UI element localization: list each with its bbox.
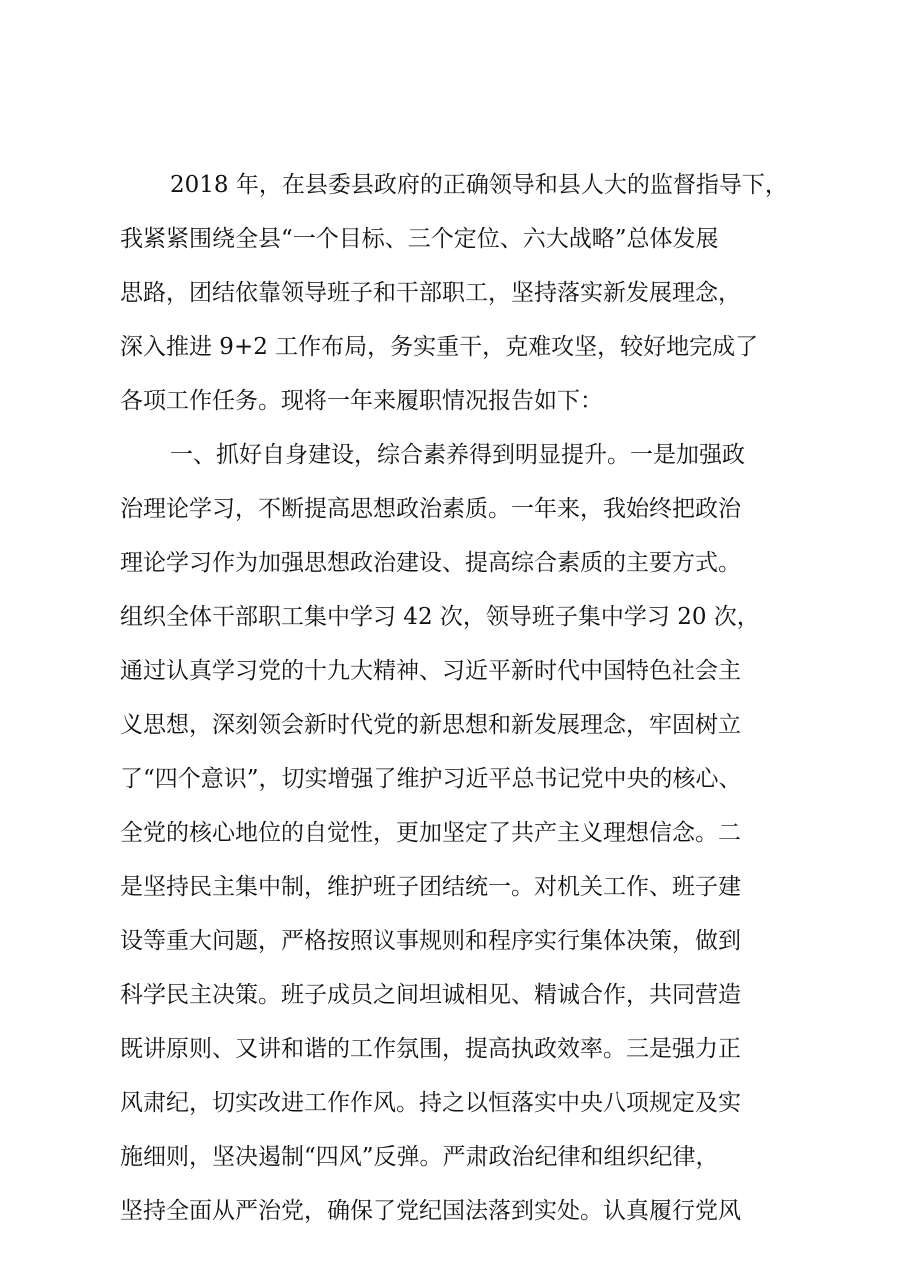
text-line-5: 各项工作任务。现将一年来履职情况报告如下： [120, 388, 603, 414]
text-line-11: 义思想，深刻领会新时代党的新思想和新发展理念，牢固树立 [120, 712, 741, 738]
text-line-8: 理论学习作为加强思想政治建设、提高综合素质的主要方式。 [120, 550, 741, 576]
text-line-14: 是坚持民主集中制，维护班子团结统一。对机关工作、班子建 [120, 874, 741, 900]
text-line-3: 思路，团结依靠领导班子和干部职工，坚持落实新发展理念， [120, 280, 741, 306]
text-line-1: 2018 年，在县委县政府的正确领导和县人大的监督指导下， [170, 172, 788, 198]
text-line-16: 科学民主决策。班子成员之间坦诚相见、精诚合作，共同营造 [120, 982, 741, 1008]
text-line-6: 一、抓好自身建设，综合素养得到明显提升。一是加强政 [170, 442, 745, 468]
text-line-13: 全党的核心地位的自觉性，更加坚定了共产主义理想信念。二 [120, 820, 741, 846]
text-line-20: 坚持全面从严治党，确保了党纪国法落到实处。认真履行党风 [120, 1198, 741, 1224]
text-line-15: 设等重大问题，严格按照议事规则和程序实行集体决策，做到 [120, 928, 741, 954]
text-line-10: 通过认真学习党的十九大精神、习近平新时代中国特色社会主 [120, 658, 741, 684]
text-line-18: 风肃纪，切实改进工作作风。持之以恒落实中央八项规定及实 [120, 1090, 741, 1116]
text-line-17: 既讲原则、又讲和谐的工作氛围，提高执政效率。三是强力正 [120, 1036, 741, 1062]
text-line-9: 组织全体干部职工集中学习 42 次，领导班子集中学习 20 次， [120, 604, 760, 630]
text-line-7: 治理论学习，不断提高思想政治素质。一年来，我始终把政治 [120, 496, 741, 522]
text-line-2: 我紧紧围绕全县“一个目标、三个定位、六大战略”总体发展 [120, 226, 719, 252]
text-line-12: 了“四个意识”，切实增强了维护习近平总书记党中央的核心、 [120, 766, 742, 792]
text-line-4: 深入推进 9+2 工作布局，务实重干，克难攻坚，较好地完成了 [120, 334, 759, 360]
text-line-19: 施细则，坚决遏制“四风”反弹。严肃政治纪律和组织纪律， [120, 1144, 719, 1170]
